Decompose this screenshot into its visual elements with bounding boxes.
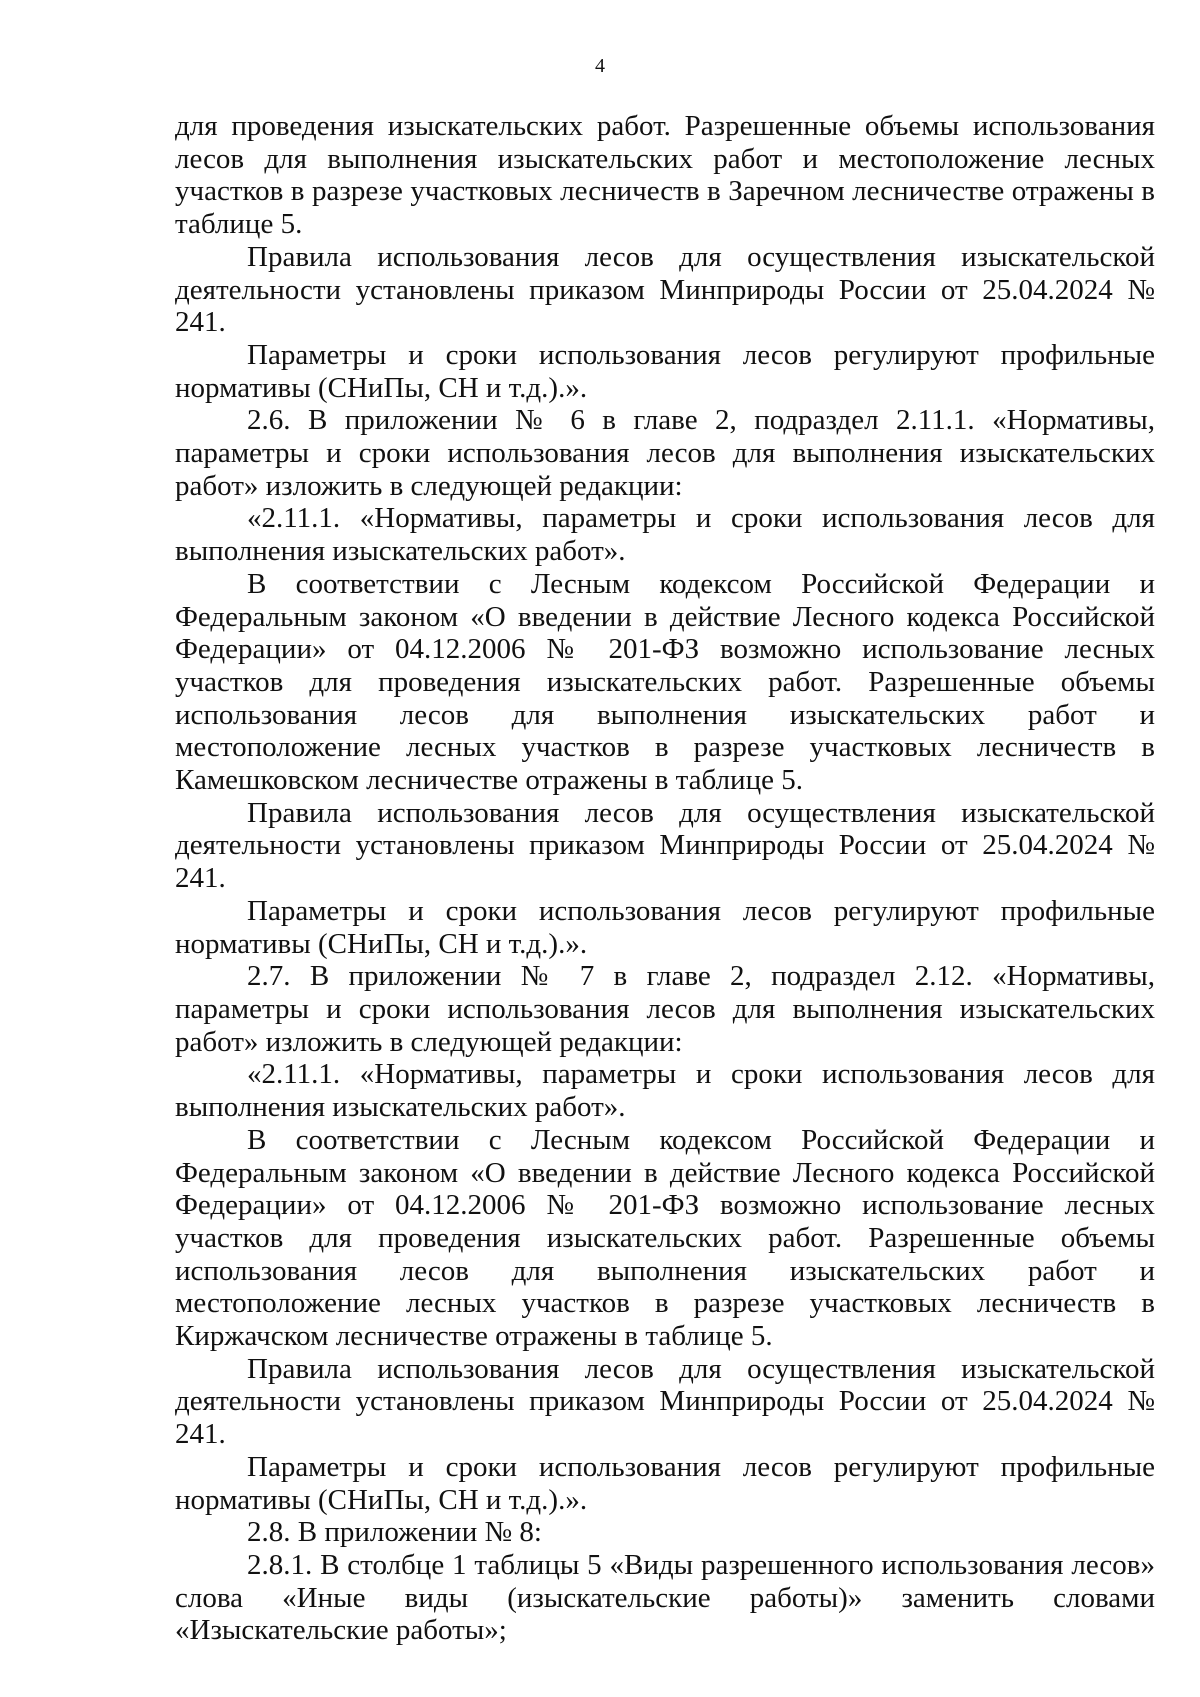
paragraph-subsection-title: «2.11.1. «Нормативы, параметры и сроки использования лесов для выполнения изыскательских работ».	[175, 1058, 1155, 1124]
paragraph-continuation: для проведения изыскательских работ. Разрешенные объемы использования лесов для выполнения изыскательских работ и местоположение лесных участков в разрезе участковых лесничеств в Заречном лесничестве отражены в таблице 5.	[175, 110, 1155, 241]
paragraph-item-2-6: 2.6. В приложении № 6 в главе 2, подраздел 2.11.1. «Нормативы, параметры и сроки использования лесов для выполнения изыскательских работ» изложить в следующей редакции:	[175, 404, 1155, 502]
paragraph-parameters: Параметры и сроки использования лесов регулируют профильные нормативы (СНиПы, СН и т.д.).».	[175, 338, 1155, 404]
paragraph-item-2-7: 2.7. В приложении № 7 в главе 2, подраздел 2.12. «Нормативы, параметры и сроки использования лесов для выполнения изыскательских работ» изложить в следующей редакции:	[175, 960, 1155, 1058]
paragraph-parameters: Параметры и сроки использования лесов регулируют профильные нормативы (СНиПы, СН и т.д.).».	[175, 1450, 1155, 1516]
document-body	[175, 110, 1155, 1647]
paragraph-rules: Правила использования лесов для осуществления изыскательской деятельности установлены приказом Минприроды России от 25.04.2024 № 241.	[175, 1352, 1155, 1451]
paragraph-parameters: Параметры и сроки использования лесов регулируют профильные нормативы (СНиПы, СН и т.д.).».	[175, 894, 1155, 960]
paragraph-item-2-8-1: 2.8.1. В столбце 1 таблицы 5 «Виды разрешенного использования лесов» слова «Иные виды (изыскательские работы)» заменить словами «Изыскательские работы»;	[175, 1548, 1155, 1647]
page-number: 4	[595, 55, 605, 77]
paragraph-item-2-8: 2.8. В приложении № 8:	[247, 1516, 542, 1549]
paragraph-rules: Правила использования лесов для осуществления изыскательской деятельности установлены приказом Минприроды России от 25.04.2024 № 241.	[175, 240, 1155, 339]
paragraph-rules: Правила использования лесов для осуществления изыскательской деятельности установлены приказом Минприроды России от 25.04.2024 № 241.	[175, 796, 1155, 895]
paragraph-legal-basis: В соответствии с Лесным кодексом Российской Федерации и Федеральным законом «О введении в действие Лесного кодекса Российской Федерации» от 04.12.2006 № 201-ФЗ возможно использование лесных участков для проведения изыскательских работ. Разрешенные объемы использования лесов для выполнения изыскательских работ и местоположение лесных участков в разрезе участковых лесничеств в Киржачском лесничестве отражены в таблице 5.	[175, 1123, 1155, 1353]
paragraph-subsection-title: «2.11.1. «Нормативы, параметры и сроки использования лесов для выполнения изыскательских работ».	[175, 502, 1155, 568]
paragraph-legal-basis: В соответствии с Лесным кодексом Российской Федерации и Федеральным законом «О введении в действие Лесного кодекса Российской Федерации» от 04.12.2006 № 201-ФЗ возможно использование лесных участков для проведения изыскательских работ. Разрешенные объемы использования лесов для выполнения изыскательских работ и местоположение лесных участков в разрезе участковых лесничеств в Камешковском лесничестве отражены в таблице 5.	[175, 567, 1155, 797]
